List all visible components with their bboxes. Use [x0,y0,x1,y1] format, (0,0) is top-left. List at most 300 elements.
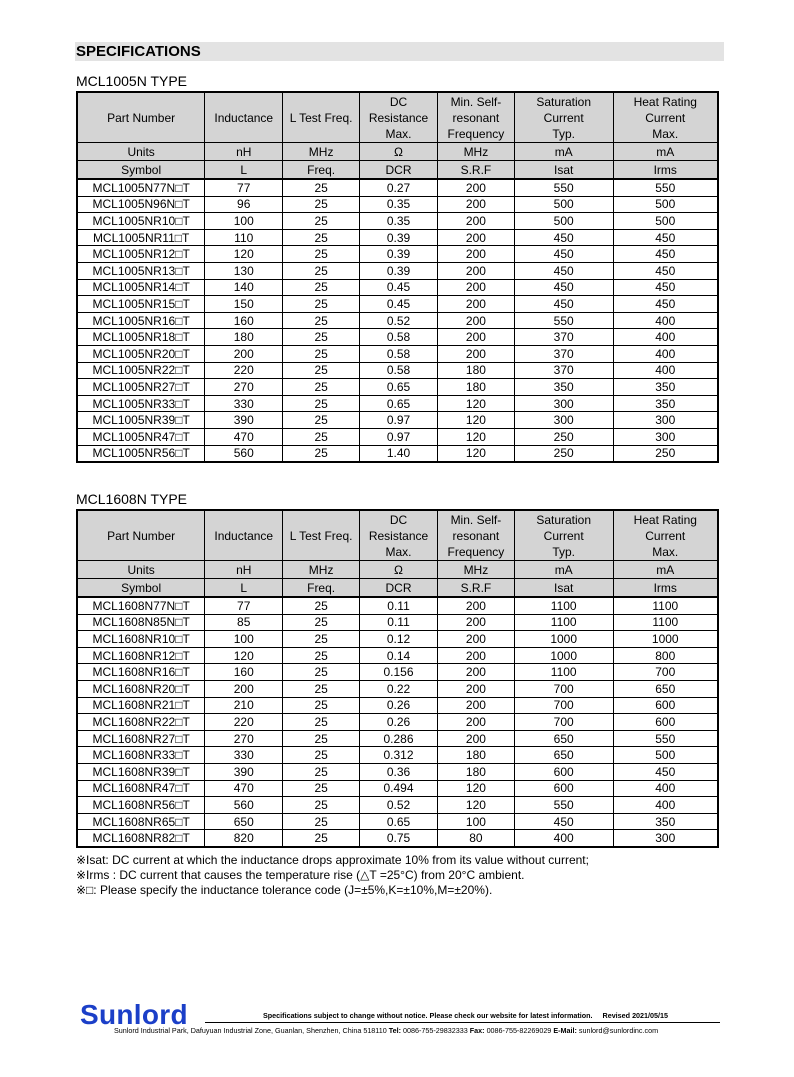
header-heat-rating-current-line: Max. [652,544,679,559]
header-part-number-line: Part Number [107,528,176,543]
symbol-row [77,579,718,598]
symbol-cell: S.R.F [437,579,514,598]
value-cell: 400 [613,797,718,814]
value-cell: 200 [437,279,514,296]
table-row [77,830,718,847]
note-isat: ※Isat: DC current at which the inductance drops approximate 10% from its value without current; [76,853,589,867]
value-cell: 370 [514,329,613,346]
value-cell: 350 [613,379,718,396]
header-inductance [205,92,283,143]
value-cell: 800 [613,647,718,664]
value-cell: 370 [514,362,613,379]
value-cell: 220 [205,362,283,379]
value-cell: 130 [205,262,283,279]
header-saturation-current-line: Current [543,528,584,543]
symbol-cell: L [205,161,283,180]
part-number-cell: MCL1005NR22□T [77,362,205,379]
symbol-cell: L [205,579,283,598]
table-row [77,631,718,648]
symbol-cell: Symbol [77,161,205,180]
units-row [77,143,718,161]
value-cell: 650 [514,730,613,747]
value-cell: 500 [514,213,613,230]
value-cell: 25 [283,196,360,213]
header-heat-rating-current-line: Max. [652,126,679,141]
value-cell: 0.45 [360,279,438,296]
units-cell: nH [205,143,283,161]
table-row [77,597,718,614]
table-row [77,296,718,313]
value-cell: 120 [205,246,283,263]
value-cell: 200 [437,312,514,329]
table-row [77,262,718,279]
value-cell: 600 [514,780,613,797]
value-cell: 120 [437,797,514,814]
value-cell: 0.286 [360,730,438,747]
part-number-cell: MCL1608N85N□T [77,614,205,631]
value-cell: 700 [514,714,613,731]
value-cell: 1.40 [360,445,438,462]
units-cell: MHz [283,143,360,161]
value-cell: 110 [205,229,283,246]
value-cell: 200 [437,229,514,246]
table-row [77,412,718,429]
value-cell: 120 [437,412,514,429]
value-cell: 25 [283,179,360,196]
table-row [77,428,718,445]
part-number-cell: MCL1608NR65□T [77,813,205,830]
value-cell: 25 [283,345,360,362]
value-cell: 77 [205,597,283,614]
part-number-cell: MCL1005NR33□T [77,395,205,412]
value-cell: 330 [205,395,283,412]
units-cell: Ω [360,561,438,579]
value-cell: 450 [613,229,718,246]
value-cell: 270 [205,730,283,747]
value-cell: 0.58 [360,345,438,362]
value-cell: 200 [437,647,514,664]
value-cell: 200 [205,680,283,697]
header-inductance [205,510,283,561]
value-cell: 25 [283,279,360,296]
value-cell: 450 [514,279,613,296]
part-number-cell: MCL1608NR21□T [77,697,205,714]
value-cell: 0.14 [360,647,438,664]
value-cell: 400 [514,830,613,847]
part-number-cell: MCL1005NR10□T [77,213,205,230]
value-cell: 400 [613,780,718,797]
value-cell: 200 [437,329,514,346]
value-cell: 450 [514,262,613,279]
part-number-cell: MCL1005NR12□T [77,246,205,263]
table-row [77,445,718,462]
value-cell: 0.35 [360,196,438,213]
table-row [77,697,718,714]
header-test-freq [283,510,360,561]
value-cell: 500 [613,747,718,764]
header-saturation-current-line: Current [543,110,584,125]
footer-tel-label: Tel: [388,1026,402,1035]
header-srf-line: resonant [452,110,500,125]
value-cell: 600 [613,697,718,714]
header-saturation-current-line: Saturation [536,512,592,527]
value-cell: 450 [514,296,613,313]
value-cell: 0.12 [360,631,438,648]
table-row [77,379,718,396]
symbol-cell: Isat [514,161,613,180]
value-cell: 120 [205,647,283,664]
units-cell: mA [514,561,613,579]
table-row [77,362,718,379]
value-cell: 25 [283,229,360,246]
value-cell: 550 [514,179,613,196]
value-cell: 0.494 [360,780,438,797]
value-cell: 1100 [613,614,718,631]
value-cell: 160 [205,312,283,329]
header-part-number [77,92,205,143]
value-cell: 650 [205,813,283,830]
value-cell: 350 [514,379,613,396]
part-number-cell: MCL1005N96N□T [77,196,205,213]
value-cell: 700 [514,680,613,697]
value-cell: 400 [613,329,718,346]
table-row [77,614,718,631]
part-number-cell: MCL1005NR18□T [77,329,205,346]
header-part-number-line: Part Number [107,110,176,125]
value-cell: 150 [205,296,283,313]
footer-tel: 0086-755-29832333 [403,1026,468,1035]
value-cell: 120 [437,428,514,445]
value-cell: 0.65 [360,813,438,830]
value-cell: 25 [283,213,360,230]
value-cell: 0.26 [360,714,438,731]
value-cell: 25 [283,680,360,697]
value-cell: 120 [437,780,514,797]
value-cell: 560 [205,797,283,814]
value-cell: 200 [437,631,514,648]
header-saturation-current [514,510,613,561]
value-cell: 300 [514,395,613,412]
value-cell: 390 [205,412,283,429]
part-number-cell: MCL1608NR27□T [77,730,205,747]
value-cell: 300 [613,830,718,847]
value-cell: 0.58 [360,329,438,346]
value-cell: 350 [613,813,718,830]
table-row [77,345,718,362]
section-title: SPECIFICATIONS [76,43,201,60]
footer-address-line [114,1026,658,1035]
value-cell: 80 [437,830,514,847]
table-row [77,763,718,780]
part-number-cell: MCL1608NR39□T [77,763,205,780]
value-cell: 0.39 [360,229,438,246]
value-cell: 390 [205,763,283,780]
value-cell: 77 [205,179,283,196]
table-row [77,664,718,681]
table-row [77,196,718,213]
value-cell: 25 [283,428,360,445]
value-cell: 1100 [514,597,613,614]
part-number-cell: MCL1005NR27□T [77,379,205,396]
header-dc-resistance [360,510,438,561]
table-row [77,780,718,797]
value-cell: 330 [205,747,283,764]
header-saturation-current-line: Typ. [552,126,576,141]
symbol-cell: DCR [360,161,438,180]
value-cell: 0.22 [360,680,438,697]
value-cell: 0.58 [360,362,438,379]
note-irms: ※Irms : DC current that causes the temperature rise (△T =25°C) from 20°C ambient. [76,868,525,882]
value-cell: 450 [514,229,613,246]
value-cell: 700 [514,697,613,714]
value-cell: 300 [613,412,718,429]
value-cell: 180 [437,379,514,396]
table-header-row [77,510,718,561]
value-cell: 140 [205,279,283,296]
symbol-cell: Irms [613,579,718,598]
note-tolerance: ※□: Please specify the inductance tolerance code (J=±5%,K=±10%,M=±20%). [76,883,493,897]
header-srf [437,510,514,561]
units-cell: MHz [437,143,514,161]
value-cell: 0.97 [360,428,438,445]
value-cell: 1000 [514,647,613,664]
value-cell: 450 [613,763,718,780]
value-cell: 200 [437,664,514,681]
part-number-cell: MCL1005NR15□T [77,296,205,313]
value-cell: 500 [514,196,613,213]
value-cell: 25 [283,395,360,412]
units-cell: Units [77,143,205,161]
value-cell: 120 [437,395,514,412]
value-cell: 25 [283,763,360,780]
value-cell: 200 [437,714,514,731]
value-cell: 25 [283,362,360,379]
part-number-cell: MCL1005NR20□T [77,345,205,362]
part-number-cell: MCL1608N77N□T [77,597,205,614]
value-cell: 300 [514,412,613,429]
spec-table-mcl1608n [76,509,719,848]
symbol-cell: Symbol [77,579,205,598]
header-heat-rating-current-line: Heat Rating [633,512,697,527]
symbol-cell: Isat [514,579,613,598]
part-number-cell: MCL1005NR47□T [77,428,205,445]
part-number-cell: MCL1608NR12□T [77,647,205,664]
part-number-cell: MCL1005NR11□T [77,229,205,246]
value-cell: 25 [283,647,360,664]
value-cell: 25 [283,830,360,847]
sunlord-logo: Sunlord [80,999,188,1030]
value-cell: 0.75 [360,830,438,847]
header-test-freq-line: L Test Freq. [289,110,353,125]
footer-notice [263,1011,668,1020]
value-cell: 25 [283,697,360,714]
value-cell: 0.156 [360,664,438,681]
footer-fax-label: Fax: [469,1026,485,1035]
value-cell: 25 [283,445,360,462]
value-cell: 200 [437,213,514,230]
value-cell: 470 [205,780,283,797]
header-dc-resistance-line: Max. [385,126,412,141]
value-cell: 450 [613,279,718,296]
value-cell: 200 [437,345,514,362]
table-row [77,680,718,697]
table-title-mcl1005n: MCL1005N TYPE [76,73,188,89]
value-cell: 0.35 [360,213,438,230]
value-cell: 0.11 [360,614,438,631]
value-cell: 550 [514,797,613,814]
units-cell: Ω [360,143,438,161]
value-cell: 85 [205,614,283,631]
units-row [77,561,718,579]
header-inductance-line: Inductance [214,110,274,125]
value-cell: 0.45 [360,296,438,313]
units-cell: mA [613,561,718,579]
value-cell: 25 [283,246,360,263]
value-cell: 250 [514,428,613,445]
value-cell: 25 [283,597,360,614]
value-cell: 700 [613,664,718,681]
value-cell: 220 [205,714,283,731]
value-cell: 0.26 [360,697,438,714]
footer-email: sunlord@sunlordinc.com [578,1026,659,1035]
value-cell: 470 [205,428,283,445]
value-cell: 210 [205,697,283,714]
value-cell: 100 [205,213,283,230]
value-cell: 200 [437,296,514,313]
footer-email-label: E-Mail: [553,1026,577,1035]
part-number-cell: MCL1608NR20□T [77,680,205,697]
header-dc-resistance-line: DC Resistance [368,512,429,543]
symbol-cell: Freq. [283,161,360,180]
header-test-freq-line: L Test Freq. [289,528,353,543]
value-cell: 1000 [514,631,613,648]
value-cell: 180 [205,329,283,346]
value-cell: 400 [613,345,718,362]
value-cell: 25 [283,312,360,329]
table-row [77,246,718,263]
symbol-cell: S.R.F [437,161,514,180]
value-cell: 500 [613,213,718,230]
header-saturation-current [514,92,613,143]
value-cell: 0.312 [360,747,438,764]
value-cell: 200 [437,196,514,213]
footer-divider [205,1022,720,1023]
header-srf-line: Min. Self- [450,512,502,527]
header-heat-rating-current-line: Current [645,528,686,543]
value-cell: 1100 [613,597,718,614]
value-cell: 400 [613,312,718,329]
table-row [77,647,718,664]
value-cell: 25 [283,614,360,631]
spec-table-mcl1005n [76,91,719,463]
units-cell: MHz [437,561,514,579]
part-number-cell: MCL1608NR56□T [77,797,205,814]
value-cell: 0.39 [360,262,438,279]
value-cell: 0.11 [360,597,438,614]
value-cell: 96 [205,196,283,213]
symbol-cell: Irms [613,161,718,180]
table-row [77,747,718,764]
value-cell: 25 [283,730,360,747]
header-inductance-line: Inductance [214,528,274,543]
notes [76,853,589,898]
units-cell: mA [613,143,718,161]
footer-notice-text: Specifications subject to change without notice. Please check our website for latest information. [263,1011,593,1020]
part-number-cell: MCL1005NR56□T [77,445,205,462]
value-cell: 0.39 [360,246,438,263]
value-cell: 450 [514,813,613,830]
footer-revised: Revised 2021/05/15 [602,1011,669,1020]
value-cell: 450 [613,246,718,263]
value-cell: 1100 [514,614,613,631]
symbol-cell: Freq. [283,579,360,598]
value-cell: 650 [613,680,718,697]
table-row [77,813,718,830]
header-srf-line: Frequency [447,126,505,141]
symbol-cell: DCR [360,579,438,598]
value-cell: 270 [205,379,283,396]
header-part-number [77,510,205,561]
value-cell: 500 [613,196,718,213]
header-srf-line: resonant [452,528,500,543]
value-cell: 120 [437,445,514,462]
value-cell: 100 [437,813,514,830]
part-number-cell: MCL1005N77N□T [77,179,205,196]
table-title-mcl1608n: MCL1608N TYPE [76,491,188,507]
value-cell: 1100 [514,664,613,681]
value-cell: 25 [283,412,360,429]
value-cell: 200 [437,730,514,747]
value-cell: 550 [613,730,718,747]
value-cell: 160 [205,664,283,681]
table-row [77,714,718,731]
value-cell: 600 [514,763,613,780]
value-cell: 200 [437,246,514,263]
value-cell: 200 [437,179,514,196]
units-cell: Units [77,561,205,579]
header-heat-rating-current-line: Current [645,110,686,125]
header-srf-line: Frequency [447,544,505,559]
value-cell: 450 [514,246,613,263]
footer-fax: 0086-755-82269029 [486,1026,552,1035]
header-heat-rating-current [613,92,718,143]
header-heat-rating-current-line: Heat Rating [633,94,697,109]
value-cell: 25 [283,664,360,681]
value-cell: 25 [283,747,360,764]
value-cell: 0.65 [360,395,438,412]
value-cell: 180 [437,362,514,379]
part-number-cell: MCL1608NR16□T [77,664,205,681]
header-saturation-current-line: Saturation [536,94,592,109]
value-cell: 400 [613,362,718,379]
table-row [77,329,718,346]
value-cell: 550 [514,312,613,329]
symbol-row [77,161,718,180]
value-cell: 300 [613,428,718,445]
table-header-row [77,92,718,143]
value-cell: 0.36 [360,763,438,780]
part-number-cell: MCL1005NR39□T [77,412,205,429]
value-cell: 100 [205,631,283,648]
header-dc-resistance-line: Max. [385,544,412,559]
value-cell: 200 [205,345,283,362]
table-row [77,179,718,196]
part-number-cell: MCL1608NR33□T [77,747,205,764]
value-cell: 25 [283,780,360,797]
value-cell: 1000 [613,631,718,648]
value-cell: 450 [613,296,718,313]
part-number-cell: MCL1608NR82□T [77,830,205,847]
